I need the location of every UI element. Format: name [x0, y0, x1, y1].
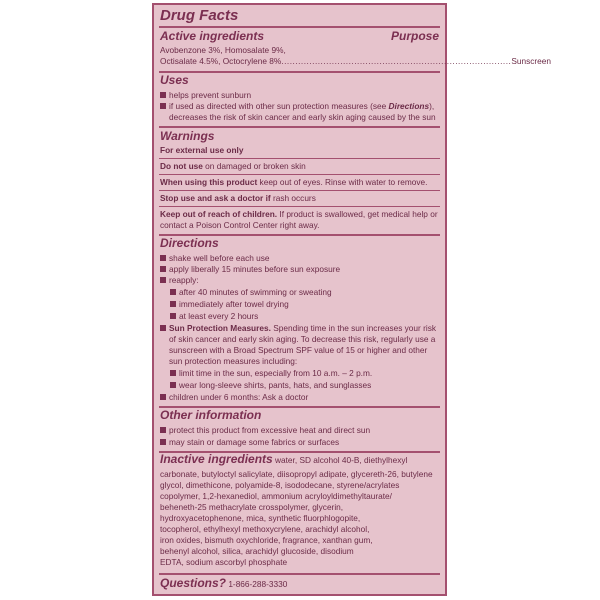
uses-heading: Uses: [160, 73, 189, 87]
bullet-icon: [160, 277, 166, 283]
do-not-use: Do not use on damaged or broken skin: [160, 161, 306, 171]
directions-subitem: immediately after towel drying: [170, 299, 289, 310]
bullet-icon: [160, 266, 166, 272]
questions-line: [160, 578, 287, 590]
inactive-line: EDTA, sodium ascorbyl phosphate: [160, 557, 288, 567]
other-item: may stain or damage some fabrics or surfaces: [160, 437, 339, 448]
spm-line: of skin cancer and early skin aging. To decrease this risk, regularly use a: [169, 334, 436, 344]
active-ingredient-text: Octisalate 4.5%, Octocrylene 8%: [160, 56, 282, 66]
sun-protection-measures: Sun Protection Measures. Spending time in the sun increases your risk: [160, 323, 436, 334]
uses-item-cont: decreases the risk of skin cancer and early skin aging caused by the sun: [169, 112, 436, 122]
bullet-icon: [160, 255, 166, 261]
bullet-icon: [170, 313, 176, 319]
uses-item: if used as directed with other sun protection measures (see Directions),: [160, 101, 434, 112]
inactive-first-line: Inactive ingredients water, SD alcohol 40-B, diethylhexyl: [160, 452, 408, 466]
active-line-1: Avobenzone 3%, Homosalate 9%,: [160, 45, 286, 55]
divider: [159, 126, 440, 128]
inactive-line: tocopherol, ethylhexyl methoxycrylene, arachidyl alcohol,: [160, 524, 370, 534]
bullet-icon: [160, 439, 166, 445]
divider: [159, 174, 440, 175]
inactive-line: copolymer, 1,2-hexanediol, ammonium acryloyldimethyltaurate/: [160, 491, 392, 501]
leader-dots: ..................................................................................: [281, 56, 512, 66]
divider: [159, 26, 440, 28]
drug-facts-panel: [152, 3, 551, 596]
directions-item: shake well before each use: [160, 253, 270, 264]
bullet-icon: [170, 382, 176, 388]
questions-heading: Questions?: [160, 576, 227, 590]
active-heading: Active ingredients: [160, 29, 265, 43]
spm-line: sun protection measures including:: [169, 356, 298, 366]
bullet-icon: [170, 289, 176, 295]
inactive-line: hydroxyacetophenone, mica, synthetic fluorphlogopite,: [160, 513, 361, 523]
bullet-icon: [160, 325, 166, 331]
bullet-icon: [160, 103, 166, 109]
directions-subitem: after 40 minutes of swimming or sweating: [170, 287, 332, 298]
keep-out-reach-cont: contact a Poison Control Center right away.: [160, 220, 320, 230]
directions-item: reapply:: [160, 275, 199, 286]
bullet-icon: [160, 394, 166, 400]
bullet-icon: [170, 301, 176, 307]
phone-number: 1-866-288-3330: [226, 579, 288, 589]
directions-item: apply liberally 15 minutes before sun exposure: [160, 264, 340, 275]
other-info-heading: Other information: [160, 408, 262, 422]
inactive-line: glycol, dimethicone, polyamide-8, isododecane, styrene/acrylates: [160, 480, 400, 490]
divider: [159, 158, 440, 159]
uses-item: helps prevent sunburn: [160, 90, 251, 101]
inactive-line: carbonate, butyloctyl salicylate, diisopropyl adipate, glycereth-26, butylene: [160, 469, 433, 479]
drug-facts-title: Drug Facts: [160, 7, 239, 24]
bullet-icon: [160, 92, 166, 98]
inactive-heading: Inactive ingredients: [160, 452, 273, 466]
stop-use: Stop use and ask a doctor if rash occurs: [160, 193, 316, 203]
directions-item: children under 6 months: Ask a doctor: [160, 392, 308, 403]
when-using: When using this product keep out of eyes. Rinse with water to remove.: [160, 177, 428, 187]
divider: [159, 206, 440, 207]
active-line-2: [160, 56, 551, 67]
divider: [159, 71, 440, 73]
external-use: For external use only: [160, 145, 244, 155]
other-item: protect this product from excessive heat and direct sun: [160, 425, 370, 436]
inactive-line: behenyl alcohol, silica, arachidyl glucoside, disodium: [160, 546, 354, 556]
divider: [159, 190, 440, 191]
directions-subitem: limit time in the sun, especially from 10 a.m. – 2 p.m.: [170, 368, 372, 379]
warnings-heading: Warnings: [160, 129, 215, 143]
divider: [159, 573, 440, 575]
purpose-value: Sunscreen: [511, 56, 551, 66]
spm-line: sunscreen with a Broad Spectrum SPF value of 15 or higher and other: [169, 345, 428, 355]
inactive-line: beheneth-25 methacrylate crosspolymer, glycerin,: [160, 502, 344, 512]
directions-heading: Directions: [160, 236, 219, 250]
bullet-icon: [170, 370, 176, 376]
directions-subitem: at least every 2 hours: [170, 311, 258, 322]
directions-subitem: wear long-sleeve shirts, pants, hats, and sunglasses: [170, 380, 371, 391]
inactive-line: iron oxides, bismuth oxychloride, fragrance, xanthan gum,: [160, 535, 373, 545]
keep-out-reach: Keep out of reach of children. If product is swallowed, get medical help or: [160, 209, 438, 219]
bullet-icon: [160, 427, 166, 433]
purpose-heading: Purpose: [390, 29, 439, 43]
